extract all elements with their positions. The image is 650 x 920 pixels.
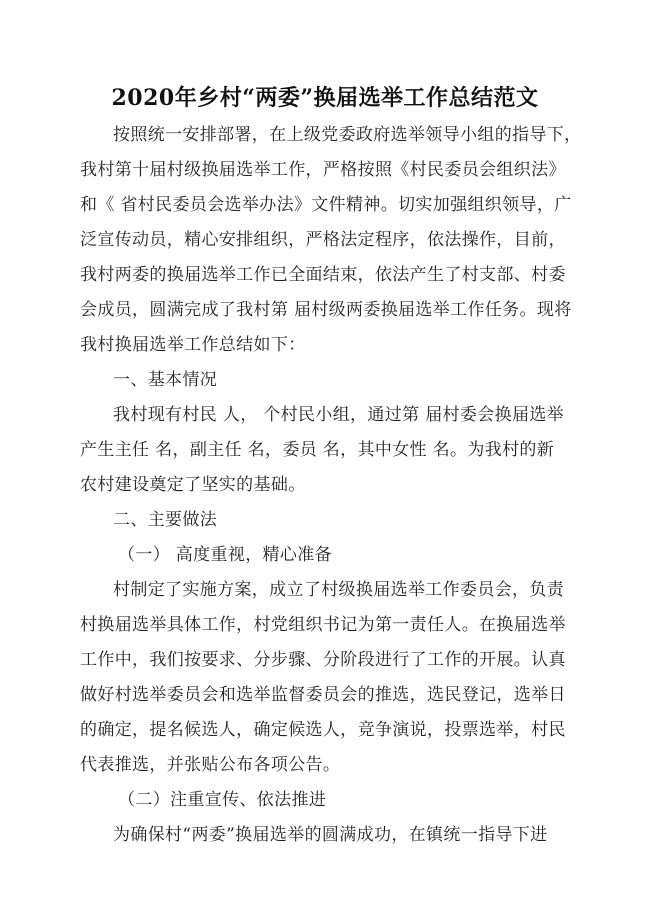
paragraph-line: 做好村选举委员会和选举监督委员会的推选，选民登记，选举日 [80,685,566,705]
paragraph-line: 泛宣传动员，精心安排组织，严格法定程序，依法操作，目前， [80,230,566,250]
paragraph-line: 我村两委的换届选举工作已全面结束，依法产生了村支部、村委 [80,265,566,285]
paragraph-line: 的确定，提名候选人，确定候选人，竞争演说，投票选举，村民 [80,720,566,740]
section-heading: 一、基本情况 [113,370,218,390]
paragraph-line: 按照统一安排部署，在上级党委政府选举领导小组的指导下， [113,125,582,145]
paragraph-line: 和《 省村民委员会选举办法》文件精神。切实加强组织领导，广 [80,195,572,215]
document-title: 2020年乡村“两委”换届选举工作总结范文 [111,85,539,111]
paragraph-line: 我村现有村民 人， 个村民小组，通过第 届村委会换届选举 [113,405,565,425]
paragraph-line: 产生主任 名，副主任 名，委员 名，其中女性 名。为我村的新 [80,440,555,460]
subsection-heading: （一） 高度重视，精心准备 [118,545,332,565]
paragraph-line: 村换届选举具体工作，村党组织书记为第一责任人。在换届选举 [80,615,566,635]
paragraph-line: 农村建设奠定了坚实的基础。 [80,475,306,495]
paragraph-line: 会成员，圆满完成了我村第 届村级两委换届选举工作任务。现将 [80,300,572,320]
paragraph-line: 我村第十届村级换届选举工作，严格按照《村民委员会组织法》 [80,160,566,180]
paragraph-line: 村制定了实施方案，成立了村级换届选举工作委员会，负责 [113,580,565,600]
paragraph-line: 我村换届选举工作总结如下： [80,335,306,355]
paragraph-line: 代表推选，并张贴公布各项公告。 [80,755,341,775]
subsection-heading: （二）注重宣传、依法推进 [118,790,327,810]
paragraph-line: 工作中，我们按要求、分步骤、分阶段进行了工作的开展。认真 [80,650,566,670]
paragraph-line: 为确保村“两委”换届选举的圆满成功，在镇统一指导下进 [113,825,548,845]
section-heading: 二、主要做法 [113,510,218,530]
